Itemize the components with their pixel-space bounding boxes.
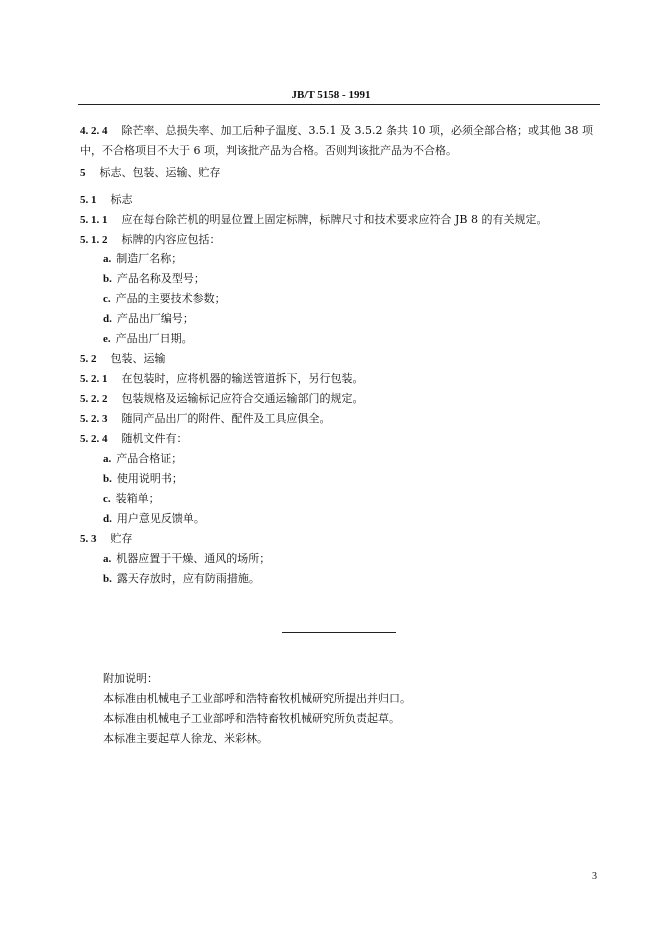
clause-5-2-4	[80, 432, 188, 446]
section-5-heading	[80, 166, 221, 180]
clause-text: 除芒率、总损失率、加工后种子温度、3.5.1 及 3.5.2 条共 10 项，必须全部合格；或其他 38 项	[121, 124, 593, 137]
appendix-line: 本标准主要起草人徐龙、米彩林。	[103, 732, 268, 745]
section-title: 标志	[110, 193, 133, 206]
section-number: 5	[80, 167, 86, 179]
list-item	[103, 572, 260, 586]
list-item-letter: b.	[103, 273, 112, 285]
list-item	[103, 252, 182, 266]
clause-5-2-1	[80, 372, 364, 386]
clause-number: 5. 2. 2	[80, 393, 108, 405]
list-item	[103, 452, 182, 466]
list-item-letter: d.	[103, 513, 112, 525]
section-title: 标志、包装、运输、贮存	[99, 166, 221, 179]
list-item-text: 产品出厂编号；	[116, 312, 194, 325]
document-header: JB/T 5158 - 1991	[291, 89, 371, 101]
clause-5-2-3	[80, 412, 331, 426]
list-item	[103, 472, 183, 486]
section-5-1-heading	[80, 193, 133, 207]
list-item-text: 产品出厂日期。	[115, 332, 193, 345]
list-item	[103, 492, 160, 506]
clause-text: 标牌的内容应包括：	[121, 233, 221, 246]
list-item-letter: c.	[103, 293, 111, 305]
clause-text: 应在每台除芒机的明显位置上固定标牌，标牌尺寸和技术要求应符合 JB 8 的有关规定。	[121, 213, 548, 226]
header-rule	[78, 104, 600, 105]
list-item-letter: b.	[103, 473, 112, 485]
list-item-text: 用户意见反馈单。	[116, 512, 205, 525]
list-item-text: 制造厂名称；	[116, 252, 183, 265]
clause-5-1-2	[80, 233, 221, 247]
list-item	[103, 312, 194, 326]
page-number: 3	[592, 871, 597, 882]
list-item-text: 使用说明书；	[116, 472, 183, 485]
list-item-text: 露天存放时，应有防雨措施。	[116, 572, 260, 585]
list-item-letter: a.	[103, 253, 112, 265]
clause-5-2-2	[80, 392, 364, 406]
clause-number: 5. 2. 1	[80, 373, 108, 385]
clause-number: 5. 2. 3	[80, 413, 108, 425]
section-title: 贮存	[110, 532, 133, 545]
list-item-text: 产品合格证；	[116, 452, 183, 465]
list-item	[103, 552, 270, 566]
clause-number: 5. 1. 1	[80, 214, 108, 226]
list-item-text: 产品的主要技术参数；	[115, 292, 226, 305]
clause-number: 5. 2. 4	[80, 433, 108, 445]
list-item-text: 机器应置于干燥、通风的场所；	[116, 552, 271, 565]
clause-number: 4. 2. 4	[80, 125, 108, 137]
list-item	[103, 292, 226, 306]
section-5-3-heading	[80, 532, 133, 546]
end-divider	[282, 632, 396, 633]
list-item-letter: a.	[103, 553, 112, 565]
section-5-2-heading	[80, 352, 166, 366]
section-number: 5. 3	[80, 533, 97, 545]
clause-text: 随同产品出厂的附件、配件及工具应俱全。	[121, 412, 331, 425]
section-number: 5. 2	[80, 353, 97, 365]
list-item	[103, 512, 205, 526]
list-item-letter: d.	[103, 313, 112, 325]
appendix-line: 本标准由机械电子工业部呼和浩特畜牧机械研究所提出并归口。	[103, 692, 411, 705]
list-item	[103, 332, 193, 346]
clause-text: 在包装时，应将机器的输送管道拆下，另行包装。	[121, 372, 364, 385]
list-item-letter: c.	[103, 493, 111, 505]
list-item-letter: b.	[103, 573, 112, 585]
appendix-line: 本标准由机械电子工业部呼和浩特畜牧机械研究所负责起草。	[103, 712, 400, 725]
section-title: 包装、运输	[110, 352, 166, 365]
clause-4-2-4-line1	[80, 124, 593, 138]
list-item-letter: e.	[103, 333, 111, 345]
list-item-letter: a.	[103, 453, 112, 465]
list-item-text: 产品名称及型号；	[116, 272, 205, 285]
appendix-title: 附加说明：	[103, 672, 158, 685]
clause-number: 5. 1. 2	[80, 234, 108, 246]
clause-text: 包装规格及运输标记应符合交通运输部门的规定。	[121, 392, 364, 405]
clause-4-2-4-line2: 中，不合格项目不大于 6 项，判该批产品为合格。否则判该批产品为不合格。	[80, 144, 457, 157]
section-number: 5. 1	[80, 194, 97, 206]
clause-5-1-1	[80, 213, 547, 227]
list-item	[103, 272, 205, 286]
list-item-text: 装箱单；	[115, 492, 160, 505]
clause-text: 随机文件有：	[121, 432, 188, 445]
